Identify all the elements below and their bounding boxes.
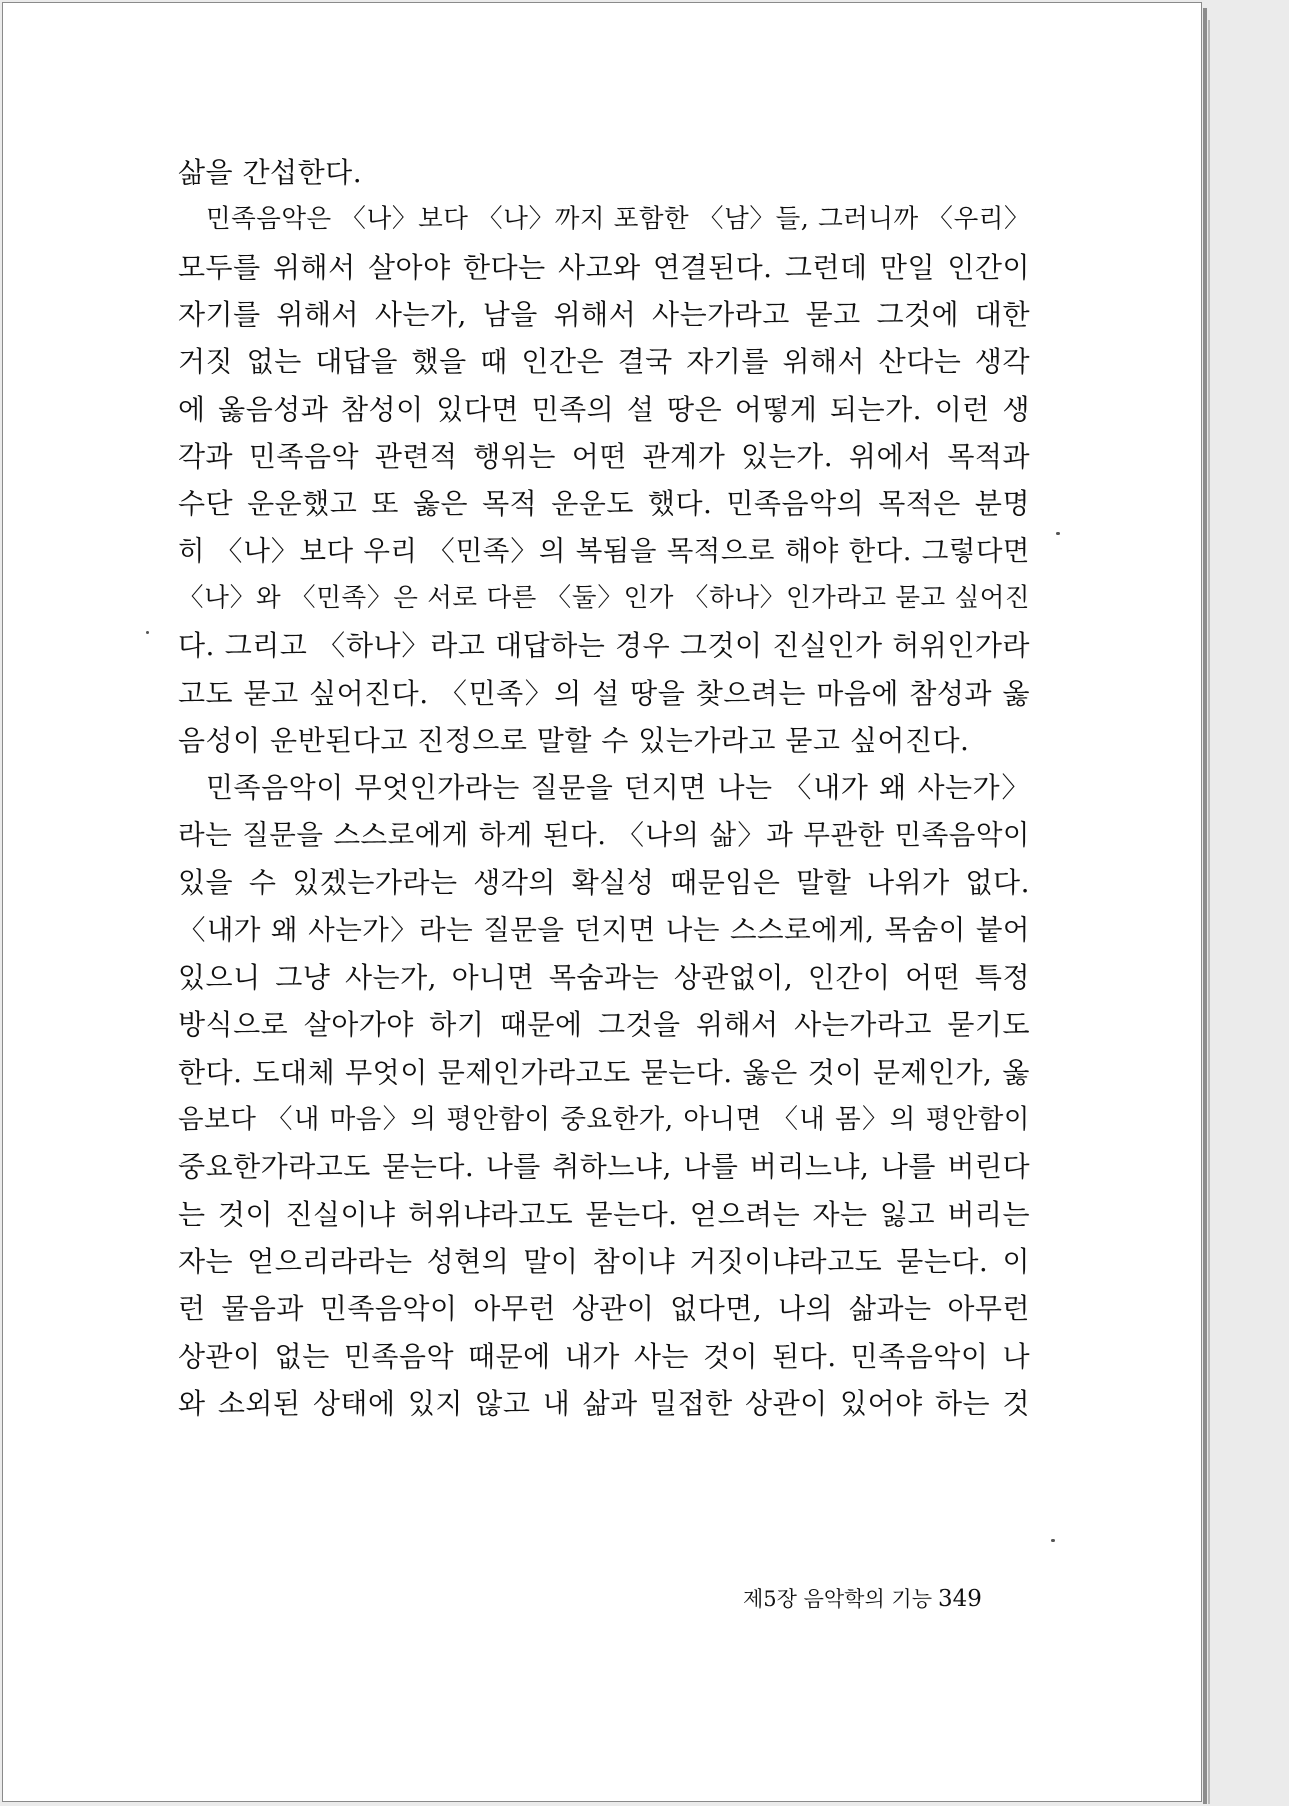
text-line: 히 〈나〉보다 우리 〈민족〉의 복됨을 목적으로 해야 한다. 그렇다면 [178,534,1030,567]
text-line: 〈내가 왜 사는가〉라는 질문을 던지면 나는 스스로에게, 목숨이 붙어 [178,913,1030,946]
text-line: 한다. 도대체 무엇이 문제인가라고도 묻는다. 옳은 것이 문제인가, 옳 [178,1055,1030,1089]
text-line: 민족음악은 〈나〉보다 〈나〉까지 포함한 〈남〉들, 그러니까 〈우리〉 [206,204,1030,235]
text-line: 라는 질문을 스스로에게 하게 된다. 〈나의 삶〉과 무관한 민족음악이 [178,818,1030,851]
page-number: 349 [938,1586,982,1612]
text-line: 자기를 위해서 사는가, 남을 위해서 사는가라고 묻고 그것에 대한 [178,298,1030,332]
text-line: 방식으로 살아가야 하기 때문에 그것을 위해서 사는가라고 묻기도 [178,1008,1030,1042]
book-page [2,2,1202,1802]
text-line: 각과 민족음악 관련적 행위는 어떤 관계가 있는가. 위에서 목적과 [178,440,1030,474]
running-head: 제5장 음악학의 기능 [743,1587,932,1611]
scan-speck [1056,532,1060,535]
text-line: 삶을 간섭한다. [178,156,363,189]
page-edge-shadow [1208,20,1210,1804]
text-line: 음성이 운반된다고 진정으로 말할 수 있는가라고 묻고 싶어진다. [178,724,970,758]
text-line: 런 물음과 민족음악이 아무런 상관이 없다면, 나의 삶과는 아무런 [178,1292,1030,1326]
page-edge-shadow [1203,8,1207,1804]
page-footer [743,1583,982,1613]
text-line: 수단 운운했고 또 옳은 목적 운운도 했다. 민족음악의 목적은 분명 [178,487,1030,521]
text-line: 있으니 그냥 사는가, 아니면 목숨과는 상관없이, 인간이 어떤 특정 [178,960,1030,994]
text-line: 와 소외된 상태에 있지 않고 내 삶과 밀접한 상관이 있어야 하는 것 [178,1386,1030,1420]
scan-speck [1051,1539,1055,1542]
text-line: 는 것이 진실이냐 허위냐라고도 묻는다. 얻으려는 자는 잃고 버리는 [178,1197,1030,1231]
text-line: 에 옳음성과 참성이 있다면 민족의 설 땅은 어떻게 되는가. 이런 생 [178,392,1030,426]
text-line: 거짓 없는 대답을 했을 때 인간은 결국 자기를 위해서 산다는 생각 [178,345,1030,379]
text-line: 고도 묻고 싶어진다. 〈민족〉의 설 땅을 찾으려는 마음에 참성과 옳 [178,676,1030,710]
text-line: 음보다 〈내 마음〉의 평안함이 중요한가, 아니면 〈내 몸〉의 평안함이 [178,1103,1030,1135]
page-body-text [178,149,1030,1427]
text-line: 상관이 없는 민족음악 때문에 내가 사는 것이 된다. 민족음악이 나 [178,1339,1030,1373]
text-line: 있을 수 있겠는가라는 생각의 확실성 때문임은 말할 나위가 없다. [178,866,1030,900]
text-line: 모두를 위해서 살아야 한다는 사고와 연결된다. 그런데 만일 인간이 [178,250,1030,284]
text-line: 자는 얻으리라라는 성현의 말이 참이냐 거짓이냐라고도 묻는다. 이 [178,1244,1030,1278]
text-line: 민족음악이 무엇인가라는 질문을 던지면 나는 〈내가 왜 사는가〉 [206,771,1030,805]
text-line: 〈나〉와 〈민족〉은 서로 다른 〈둘〉인가 〈하나〉인가라고 묻고 싶어진 [178,583,1030,614]
text-line: 다. 그리고 〈하나〉라고 대답하는 경우 그것이 진실인가 허위인가라 [178,629,1030,663]
text-line: 중요한가라고도 묻는다. 나를 취하느냐, 나를 버리느냐, 나를 버린다 [178,1150,1030,1184]
scan-speck [146,631,149,634]
